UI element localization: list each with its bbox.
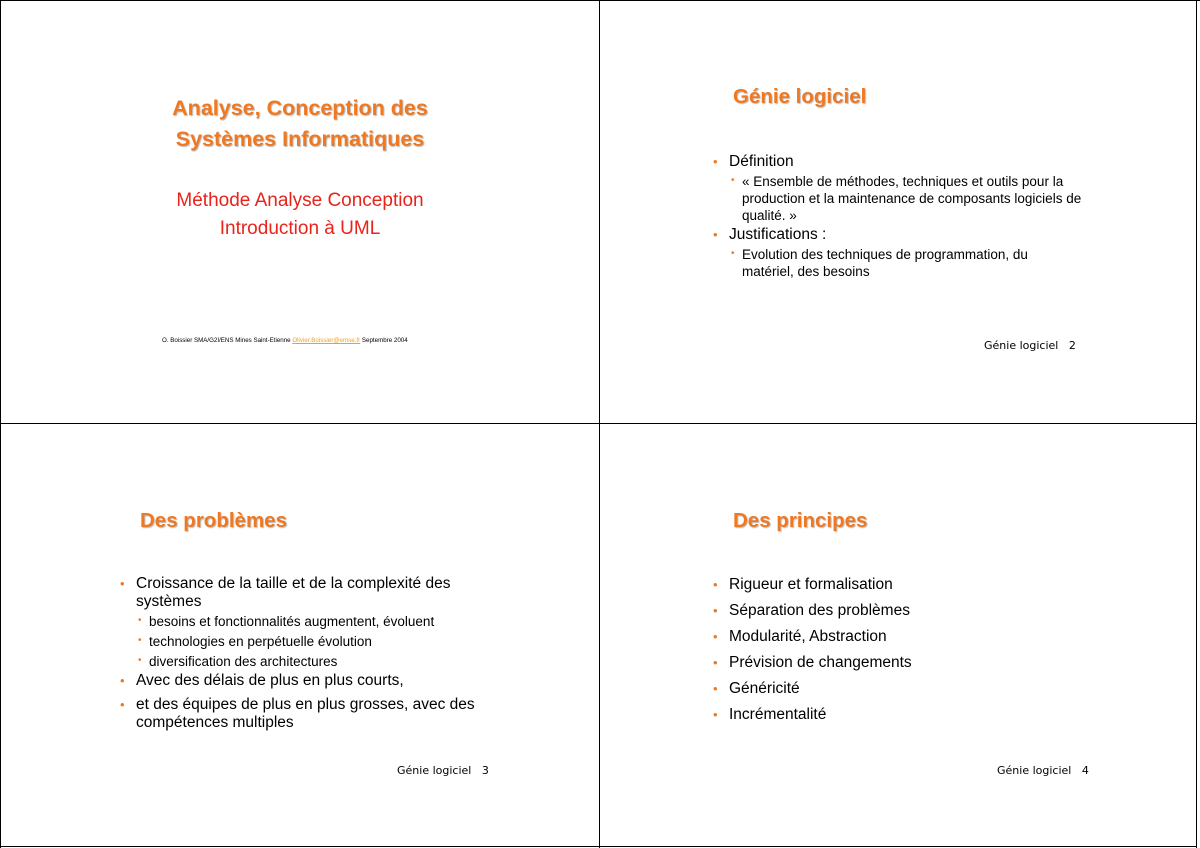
slide-4-bullet: • Rigueur et formalisation <box>713 576 1073 594</box>
slide-1-subtitle <box>60 187 540 243</box>
credit-email-link[interactable]: Olivier.Boissier@emse.fr <box>292 337 361 344</box>
page-number: 3 <box>481 764 489 777</box>
slide-2-title: Génie logiciel <box>733 85 867 108</box>
credit-author: O. Boissier SMA/G2I/ENS Mines Saint-Etienne <box>162 337 291 344</box>
slide-3-footer <box>397 764 489 777</box>
sub-bullet-item: • Evolution des techniques de programmation, du matériel, des besoins <box>729 246 1083 280</box>
slide-4-bullet-list <box>713 576 1073 724</box>
footer-label: Génie logiciel <box>984 339 1059 352</box>
slide-1-title-line-1: Analyse, Conception des <box>172 96 428 120</box>
credit-date: Septembre 2004 <box>361 337 408 344</box>
slide-4-bullet: • Prévision de changements <box>713 654 1073 672</box>
slide-4-bullet: • Modularité, Abstraction <box>713 628 1073 646</box>
slide-3-bullet-growth <box>120 575 502 670</box>
sub-bullet-item: • diversification des architectures <box>136 653 502 670</box>
slide-1-credit <box>162 337 408 344</box>
slide-1-title <box>60 93 540 155</box>
slide-4-bullet: • Séparation des problèmes <box>713 602 1073 620</box>
bullet-text: Définition <box>729 153 794 170</box>
footer-label: Génie logiciel <box>397 764 472 777</box>
slide-3 <box>0 424 599 846</box>
sub-bullet-list <box>729 246 1083 280</box>
slide-2 <box>600 0 1197 423</box>
sub-bullet-item: • technologies en perpétuelle évolution <box>136 633 502 650</box>
sub-bullet-item: • besoins et fonctionnalités augmentent, évoluent <box>136 613 502 630</box>
footer-label: Génie logiciel <box>997 764 1072 777</box>
slide-4-bullet: • Généricité <box>713 680 1073 698</box>
slide-3-title: Des problèmes <box>140 509 287 532</box>
slide-2-footer <box>984 339 1076 352</box>
slide-4 <box>600 424 1197 846</box>
slide-3-bullet-teams <box>120 696 502 732</box>
slide-4-bullet: • Incrémentalité <box>713 706 1073 724</box>
slide-3-bullet-deadlines <box>120 672 502 690</box>
bullet-text: et des équipes de plus en plus grosses, avec des compétences multiples <box>136 696 475 731</box>
sub-bullet-item: • « Ensemble de méthodes, techniques et outils pour la production et la maintenance de composants logiciels de qualité. » <box>729 173 1083 224</box>
bullet-text: Avec des délais de plus en plus courts, <box>136 672 404 689</box>
slide-1-title-line-2: Systèmes Informatiques <box>175 127 425 151</box>
bullet-text: Croissance de la taille et de la complexité des systèmes <box>136 575 451 610</box>
bullet-text: Justifications : <box>729 226 827 243</box>
slide-2-bullet-list <box>713 153 1083 280</box>
slide-1-subtitle-line-2: Introduction à UML <box>219 218 381 239</box>
page-number: 4 <box>1081 764 1089 777</box>
slide-4-footer <box>997 764 1089 777</box>
page-number: 2 <box>1068 339 1076 352</box>
slide-2-bullet-justifications <box>713 226 1083 280</box>
slide-1 <box>0 0 599 423</box>
slide-3-bullet-list <box>120 575 502 732</box>
sub-bullet-list <box>136 613 502 670</box>
slide-2-bullet-definition <box>713 153 1083 224</box>
sub-bullet-list <box>729 173 1083 224</box>
slide-4-title: Des principes <box>733 509 868 532</box>
slide-1-subtitle-line-1: Méthode Analyse Conception <box>176 190 424 211</box>
